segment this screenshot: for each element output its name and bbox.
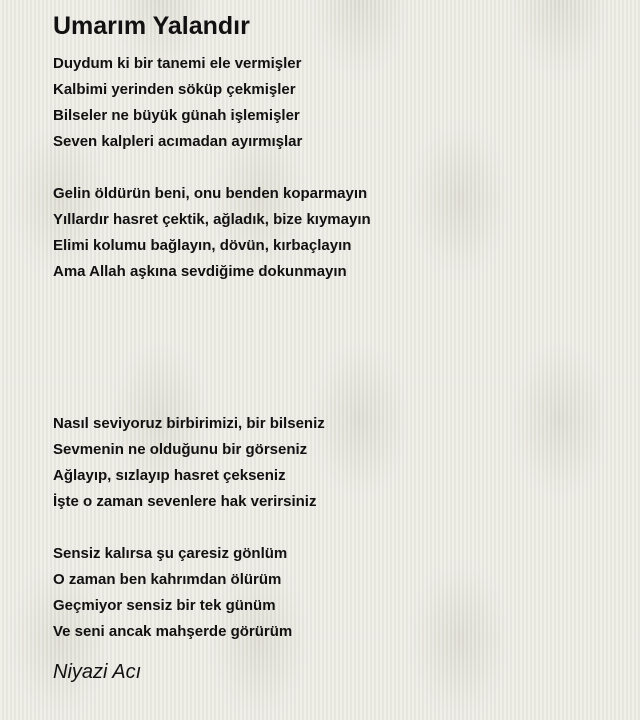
poem-line: Ve seni ancak mahşerde görürüm — [53, 623, 293, 640]
poem-line: Sevmenin ne olduğunu bir görseniz — [53, 441, 308, 458]
poem-line: Yıllardır hasret çektik, ağladık, bize kıymayın — [53, 211, 371, 228]
poem-line: Nasıl seviyoruz birbirimizi, bir bilseniz — [53, 415, 325, 432]
poem-line: Ama Allah aşkına sevdiğime dokunmayın — [53, 263, 347, 280]
poem-line: Duydum ki bir tanemi ele vermişler — [53, 55, 302, 72]
poem-line: Gelin öldürün beni, onu benden koparmayın — [53, 185, 368, 202]
poem-line: Geçmiyor sensiz bir tek günüm — [53, 597, 276, 614]
poem-author: Niyazi Acı — [53, 661, 142, 683]
poem-line: Elimi kolumu bağlayın, dövün, kırbaçlayın — [53, 237, 352, 254]
stanza-3 — [53, 411, 325, 515]
stanza-1 — [53, 51, 302, 155]
stanza-2 — [53, 181, 371, 285]
poem-line: Ağlayıp, sızlayıp hasret çekseniz — [53, 467, 286, 484]
poem-line: Kalbimi yerinden söküp çekmişler — [53, 81, 296, 98]
poem-line: Bilseler ne büyük günah işlemişler — [53, 107, 300, 124]
poem-line: Seven kalpleri acımadan ayırmışlar — [53, 133, 303, 150]
poem-line: İşte o zaman sevenlere hak verirsiniz — [53, 493, 317, 510]
poem-line: Sensiz kalırsa şu çaresiz gönlüm — [53, 545, 288, 562]
poem-line: O zaman ben kahrımdan ölürüm — [53, 571, 282, 588]
stanza-4 — [53, 541, 292, 645]
poem-title: Umarım Yalandır — [53, 12, 250, 40]
